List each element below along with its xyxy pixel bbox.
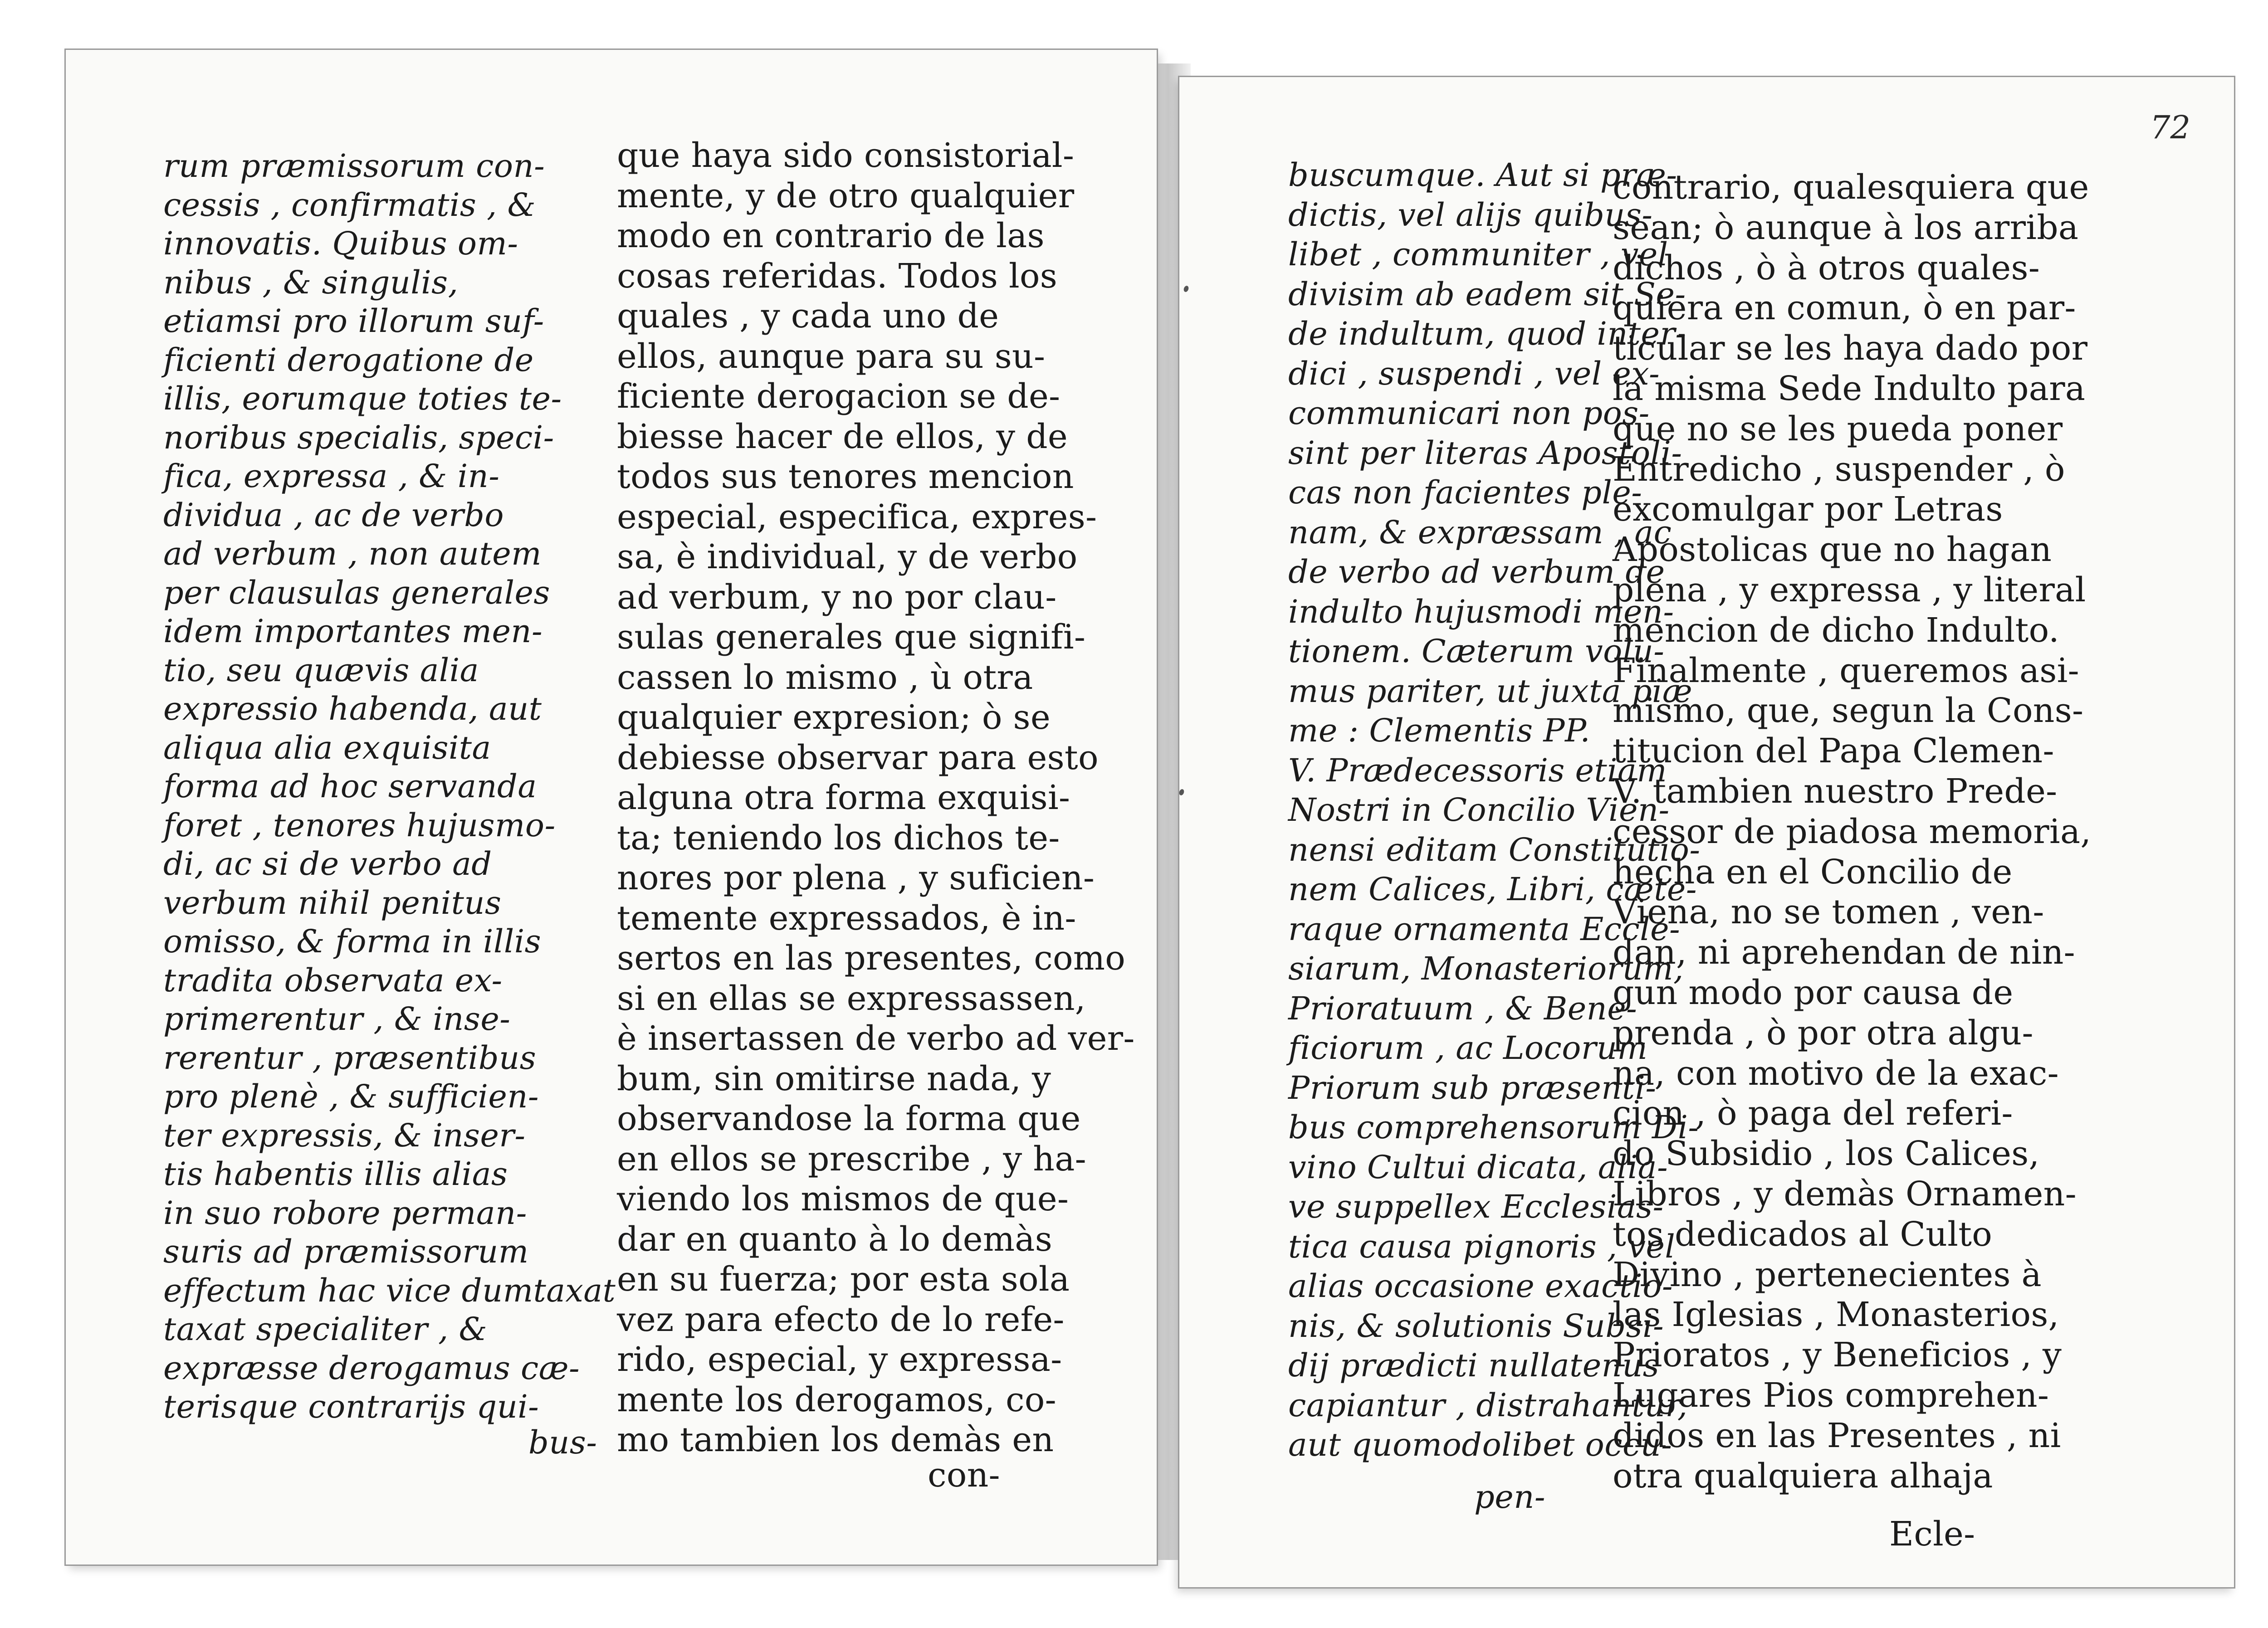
text-line: cas non facientes ple- bbox=[1288, 474, 1642, 511]
text-line: buscumque. Aut si præ- bbox=[1288, 156, 1677, 194]
text-line: aliqua alia exquisita bbox=[163, 729, 491, 766]
left-latin-catchword: bus- bbox=[528, 1424, 597, 1461]
text-line: Libros , y demàs Ornamen- bbox=[1613, 1175, 2077, 1214]
text-line: cessor de piadosa memoria, bbox=[1613, 812, 2092, 851]
text-line: rum præmissorum con- bbox=[163, 147, 545, 185]
right-latin-catchword: pen- bbox=[1474, 1478, 1545, 1516]
text-line: in suo robore perman- bbox=[163, 1194, 527, 1232]
text-line: do Subsidio , los Calices, bbox=[1613, 1134, 2040, 1174]
text-line: dividua , ac de verbo bbox=[163, 496, 504, 534]
text-line: capiantur , distrahantur, bbox=[1288, 1386, 1688, 1424]
text-line: nensi editam Constitutio- bbox=[1288, 831, 1701, 868]
text-line: prenda , ò por otra algu- bbox=[1613, 1013, 2033, 1053]
text-line: alias occasione exactio- bbox=[1288, 1267, 1673, 1305]
text-line: foret , tenores hujusmo- bbox=[163, 806, 556, 844]
right-page bbox=[1179, 77, 2234, 1587]
text-line: alguna otra forma exquisi- bbox=[617, 778, 1070, 817]
text-line: primerentur , & inse- bbox=[163, 1000, 511, 1038]
text-line: nores por plena , y suficien- bbox=[617, 858, 1095, 897]
text-line: taxat specialiter , & bbox=[163, 1311, 488, 1348]
text-line: quales , y cada uno de bbox=[617, 297, 999, 336]
text-line: sa, è individual, y de verbo bbox=[617, 537, 1078, 576]
left-page bbox=[66, 50, 1157, 1565]
text-line: pro plenè , & sufficien- bbox=[163, 1078, 539, 1115]
text-line: ter expressis, & inser- bbox=[163, 1116, 526, 1154]
text-line: mo tambien los demàs en bbox=[617, 1420, 1054, 1459]
text-line: rerentur , præsentibus bbox=[163, 1039, 537, 1077]
text-line: bus comprehensorum Di- bbox=[1288, 1109, 1699, 1146]
left-spanish-catchword: con- bbox=[928, 1456, 1000, 1495]
text-line: dij prædicti nullatenus bbox=[1288, 1347, 1660, 1384]
text-line: tos dedicados al Culto bbox=[1613, 1214, 1993, 1254]
text-line: ta; teniendo los dichos te- bbox=[617, 818, 1060, 858]
text-line: cessis , confirmatis , & bbox=[163, 186, 536, 224]
ink-speck bbox=[1183, 285, 1189, 293]
text-line: Viena, no se tomen , ven- bbox=[1613, 892, 2044, 932]
text-line: de verbo ad verbum de bbox=[1288, 553, 1665, 590]
text-line: ficiente derogacion se de- bbox=[617, 377, 1061, 416]
text-line: tradita observata ex- bbox=[163, 961, 503, 999]
text-line: quiera en comun, ò en par- bbox=[1613, 288, 2076, 328]
text-line: suris ad præmissorum bbox=[163, 1233, 529, 1270]
text-line: sulas generales que signifi- bbox=[617, 618, 1086, 657]
text-line: hecha en el Concilio de bbox=[1613, 852, 2013, 892]
right-spanish-catchword: Ecle- bbox=[1889, 1515, 1975, 1554]
text-line: innovatis. Quibus om- bbox=[163, 225, 518, 262]
text-line: siarum, Monasteriorum, bbox=[1288, 950, 1684, 987]
text-line: V. tambien nuestro Prede- bbox=[1613, 772, 2058, 811]
text-line: di, ac si de verbo ad bbox=[163, 845, 492, 882]
page-number: 72 bbox=[2150, 109, 2191, 146]
text-line: todos sus tenores mencion bbox=[617, 457, 1074, 496]
text-line: Divino , pertenecientes à bbox=[1613, 1255, 2042, 1294]
text-line: communicari non pos- bbox=[1288, 395, 1650, 432]
text-line: gun modo por causa de bbox=[1613, 973, 2014, 1012]
text-line: nem Calices, Libri, cæte- bbox=[1288, 871, 1697, 908]
text-line: mente los derogamos, co- bbox=[617, 1380, 1056, 1419]
text-line: sint per literas Apostoli- bbox=[1288, 434, 1682, 472]
text-line: Entredicho , suspender , ò bbox=[1613, 449, 2065, 489]
text-line: cosas referidas. Todos los bbox=[617, 256, 1058, 296]
text-line: ficienti derogatione de bbox=[163, 341, 534, 379]
text-line: ellos, aunque para su su- bbox=[617, 336, 1046, 376]
text-line: contrario, qualesquiera que bbox=[1613, 168, 2089, 207]
text-line: Finalmente , queremos asi- bbox=[1613, 651, 2079, 690]
text-line: idem importantes men- bbox=[163, 613, 543, 650]
text-line: modo en contrario de las bbox=[617, 216, 1045, 255]
ink-speck bbox=[1178, 789, 1185, 796]
text-line: observandose la forma que bbox=[617, 1099, 1081, 1138]
text-line: sertos en las presentes, como bbox=[617, 939, 1126, 978]
text-line: dictis, vel alijs quibus- bbox=[1288, 196, 1653, 234]
text-line: bum, sin omitirse nada, y bbox=[617, 1059, 1051, 1098]
text-line: terisque contrarijs qui- bbox=[163, 1388, 539, 1425]
text-line: Apostolicas que no hagan bbox=[1613, 530, 2052, 570]
text-line: temente expressados, è in- bbox=[617, 898, 1076, 938]
text-line: tis habentis illis alias bbox=[163, 1155, 508, 1193]
text-line: Nostri in Concilio Vien- bbox=[1288, 791, 1670, 829]
text-line: dici , suspendi , vel ex- bbox=[1288, 355, 1660, 392]
text-line: fica, expressa , & in- bbox=[163, 458, 500, 495]
text-line: si en ellas se expressassen, bbox=[617, 979, 1086, 1018]
text-line: me : Clementis PP. bbox=[1288, 712, 1591, 749]
text-line: que no se les pueda poner bbox=[1613, 409, 2063, 448]
text-line: nis, & solutionis Subsi- bbox=[1288, 1307, 1664, 1345]
text-line: de indultum, quod inter- bbox=[1288, 315, 1686, 352]
text-line: que haya sido consistorial- bbox=[617, 136, 1075, 175]
text-line: ticular se les haya dado por bbox=[1613, 329, 2088, 368]
text-line: en su fuerza; por esta sola bbox=[617, 1260, 1070, 1299]
text-line: excomulgar por Letras bbox=[1613, 490, 2003, 529]
text-line: cion , ò paga del referi- bbox=[1613, 1094, 2013, 1133]
text-line: tio, seu quævis alia bbox=[163, 651, 479, 689]
text-line: titucion del Papa Clemen- bbox=[1613, 731, 2054, 771]
text-line: ve suppellex Ecclesias- bbox=[1288, 1188, 1664, 1225]
text-line: na, con motivo de la exac- bbox=[1613, 1053, 2059, 1093]
text-line: nibus , & singulis, bbox=[163, 263, 459, 301]
text-line: per clausulas generales bbox=[163, 574, 550, 611]
text-line: vez para efecto de lo refe- bbox=[617, 1300, 1065, 1339]
text-line: ficiorum , ac Locorum bbox=[1288, 1029, 1648, 1067]
text-line: Lugares Pios comprehen- bbox=[1613, 1376, 2049, 1415]
text-line: expressio habenda, aut bbox=[163, 690, 542, 727]
text-line: dichos , ò à otros quales- bbox=[1613, 248, 2040, 288]
text-line: mencion de dicho Indulto. bbox=[1613, 610, 2059, 650]
text-line: otra qualquiera alhaja bbox=[1613, 1456, 1993, 1496]
text-line: Priorum sub præsenti- bbox=[1288, 1069, 1657, 1106]
text-line: debiesse observar para esto bbox=[617, 738, 1099, 777]
text-line: raque ornamenta Eccle- bbox=[1288, 910, 1681, 948]
text-line: cassen lo mismo , ù otra bbox=[617, 658, 1033, 697]
text-line: sean; ò aunque à los arriba bbox=[1613, 208, 2079, 247]
text-line: las Iglesias , Monasterios, bbox=[1613, 1295, 2059, 1335]
text-line: è insertassen de verbo ad ver- bbox=[617, 1019, 1135, 1058]
text-line: la misma Sede Indulto para bbox=[1613, 369, 2086, 408]
text-line: dan, ni aprehendan de nin- bbox=[1613, 933, 2075, 972]
text-line: mente, y de otro qualquier bbox=[617, 176, 1075, 215]
text-line: plena , y expressa , y literal bbox=[1613, 570, 2086, 609]
text-line: expræsse derogamus cæ- bbox=[163, 1349, 580, 1387]
text-line: omisso, & forma in illis bbox=[163, 923, 542, 960]
text-line: vino Cultui dicata, alia- bbox=[1288, 1148, 1668, 1186]
text-line: illis, eorumque toties te- bbox=[163, 380, 562, 417]
text-line: ad verbum, y no por clau- bbox=[617, 577, 1057, 617]
text-line: V. Prædecessoris etiam bbox=[1288, 751, 1667, 789]
text-line: didos en las Presentes , ni bbox=[1613, 1416, 2061, 1455]
text-line: Prioratuum , & Bene- bbox=[1288, 989, 1637, 1027]
text-line: forma ad hoc servanda bbox=[163, 768, 537, 805]
text-line: mismo, que, segun la Cons- bbox=[1613, 691, 2084, 731]
text-line: etiamsi pro illorum suf- bbox=[163, 302, 544, 340]
text-line: qualquier expresion; ò se bbox=[617, 698, 1051, 737]
text-line: divisim ab eadem sit Se- bbox=[1288, 275, 1686, 313]
text-line: libet , communiter , vel bbox=[1288, 236, 1668, 273]
text-line: indulto hujusmodi men- bbox=[1288, 593, 1674, 630]
text-line: tica causa pignoris , vel bbox=[1288, 1228, 1676, 1265]
text-line: dar en quanto à lo demàs bbox=[617, 1219, 1052, 1259]
text-line: rido, especial, y expressa- bbox=[617, 1340, 1062, 1379]
text-line: biesse hacer de ellos, y de bbox=[617, 417, 1068, 456]
text-line: viendo los mismos de que- bbox=[617, 1180, 1069, 1219]
text-line: Prioratos , y Beneficios , y bbox=[1613, 1336, 2062, 1375]
text-line: nam, & expræssam , ac bbox=[1288, 513, 1672, 551]
text-line: en ellos se prescribe , y ha- bbox=[617, 1139, 1086, 1179]
text-line: especial, especifica, expres- bbox=[617, 497, 1097, 536]
text-line: tionem. Cæterum volu- bbox=[1288, 633, 1665, 670]
text-line: verbum nihil penitus bbox=[163, 884, 502, 921]
text-line: noribus specialis, speci- bbox=[163, 419, 554, 456]
text-line: effectum hac vice dumtaxat bbox=[163, 1272, 616, 1309]
text-line: mus pariter, ut juxta piæ bbox=[1288, 672, 1693, 710]
text-line: ad verbum , non autem bbox=[163, 535, 542, 572]
text-line: aut quomodolibet occu- bbox=[1288, 1426, 1672, 1463]
